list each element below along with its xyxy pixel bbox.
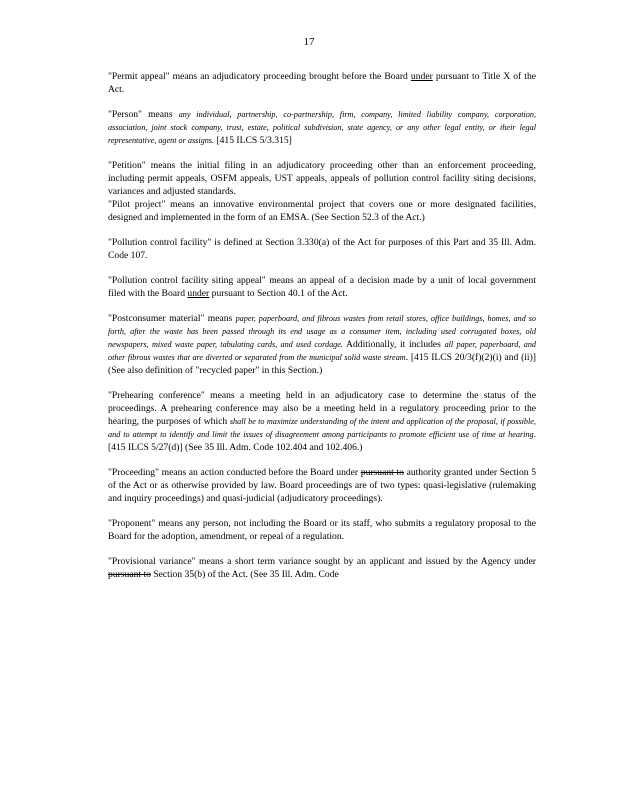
- struck-text: pursuant to: [108, 569, 151, 580]
- entry-text: "Pollution control facility" is defined at Section 3.330(a) of the Act for purposes of this Part and 35 Ill. Adm. Code 107.: [108, 237, 536, 261]
- definition-entry: [108, 274, 536, 300]
- entry-text: "Proponent" means any person, not including the Board or its staff, who submits a regulatory proposal to the Board for the adoption, amendment, or repeal of a regulation.: [108, 518, 536, 542]
- entry-text: "Pollution control facility siting appeal" means an appeal of a decision made by a unit of local government filed with the Board: [108, 275, 536, 299]
- definition-entry: [108, 70, 536, 96]
- statutory-text: shall be to maximize understanding of the intent and application of the proposal, if possible, and to attempt to identify and limit the issues of disagreement among participants to promote efficient use of time at hearing: [108, 417, 536, 439]
- entry-text: "Prehearing conference" means a meeting held in an adjudicatory case to determine the status of the proceedings. A prehearing conference may also be a meeting held in a regulatory proceeding prior to the hearing, the purposes of which: [108, 390, 536, 427]
- page-number: 17: [303, 36, 315, 48]
- definition-entry: [108, 198, 536, 224]
- entry-text: pursuant to Title X of the Act.: [108, 71, 537, 95]
- statutory-text: paper, paperboard, and fibrous wastes from retail stores, office buildings, homes, and so forth, after the waste has been passed through its end usage as a consumer item, including used corrugated boxes, old newspapers, mixed waste paper, tabulating cards, and used cordage.: [108, 314, 536, 349]
- entry-text: Section 35(b) of the Act. (See 35 Ill. Adm. Code: [150, 569, 339, 580]
- entry-text: . [415 ILCS 20/3(f)(2)(i) and (ii)] (See also definition of "recycled paper" in this Section.): [108, 352, 536, 376]
- entry-text: . [415 ILCS 5/27(d)] (See 35 Ill. Adm. Code 102.404 and 102.406.): [108, 429, 536, 453]
- statutory-text: all paper, paperboard, and other fibrous wastes that are diverted or separated from the municipal solid waste stream: [108, 340, 537, 362]
- statutory-text: any individual, partnership, co-partnership, firm, company, limited liability company, corporation, association, joint stock company, trust, estate, political subdivision, state agency, or any other legal entity, or their legal representative, agent or assigns.: [108, 110, 536, 145]
- entry-text: [415 ILCS 5/3.315]: [214, 135, 292, 146]
- definition-entry: [108, 389, 536, 454]
- inserted-text: under: [410, 71, 433, 82]
- entry-text: pursuant to Section 40.1 of the Act.: [209, 288, 348, 299]
- struck-text: pursuant to: [360, 467, 404, 478]
- entry-text: "Postconsumer material" means: [108, 313, 236, 324]
- definition-entry: [108, 236, 536, 262]
- entry-text: Additionally, it includes: [342, 339, 445, 350]
- definition-entry: [108, 312, 536, 377]
- definition-entry: [108, 108, 536, 147]
- definition-entry: [108, 466, 536, 505]
- definition-entry: [108, 555, 536, 581]
- entry-text: authority granted under Section 5 of the Act or as otherwise provided by law. Board proceedings are of two types: quasi-legislative (rulemaking and inquiry proceedings) and quasi-judicial (adjudicatory proceedings).: [108, 467, 536, 504]
- inserted-text: under: [187, 288, 210, 299]
- document-body: [108, 70, 536, 593]
- entry-text: "Petition" means the initial filing in an adjudicatory proceeding other than an enforcement proceeding, including permit appeals, OSFM appeals, UST appeals, appeals of pollution control facility siting decisions, variances and adjusted standards.: [108, 160, 536, 197]
- entry-text: "Person" means: [108, 109, 179, 120]
- entry-text: "Pilot project" means an innovative environmental project that covers one or more designated facilities, designed and implemented in the form of an EMSA. (See Section 52.3 of the Act.): [108, 199, 536, 223]
- entry-text: "Permit appeal" means an adjudicatory proceeding brought before the Board: [108, 71, 411, 82]
- entry-text: "Proceeding" means an action conducted before the Board under: [108, 467, 361, 478]
- entry-text: "Provisional variance" means a short term variance sought by an applicant and issued by the Agency under: [108, 556, 536, 567]
- definition-entry: [108, 517, 536, 543]
- definition-entry: [108, 159, 536, 198]
